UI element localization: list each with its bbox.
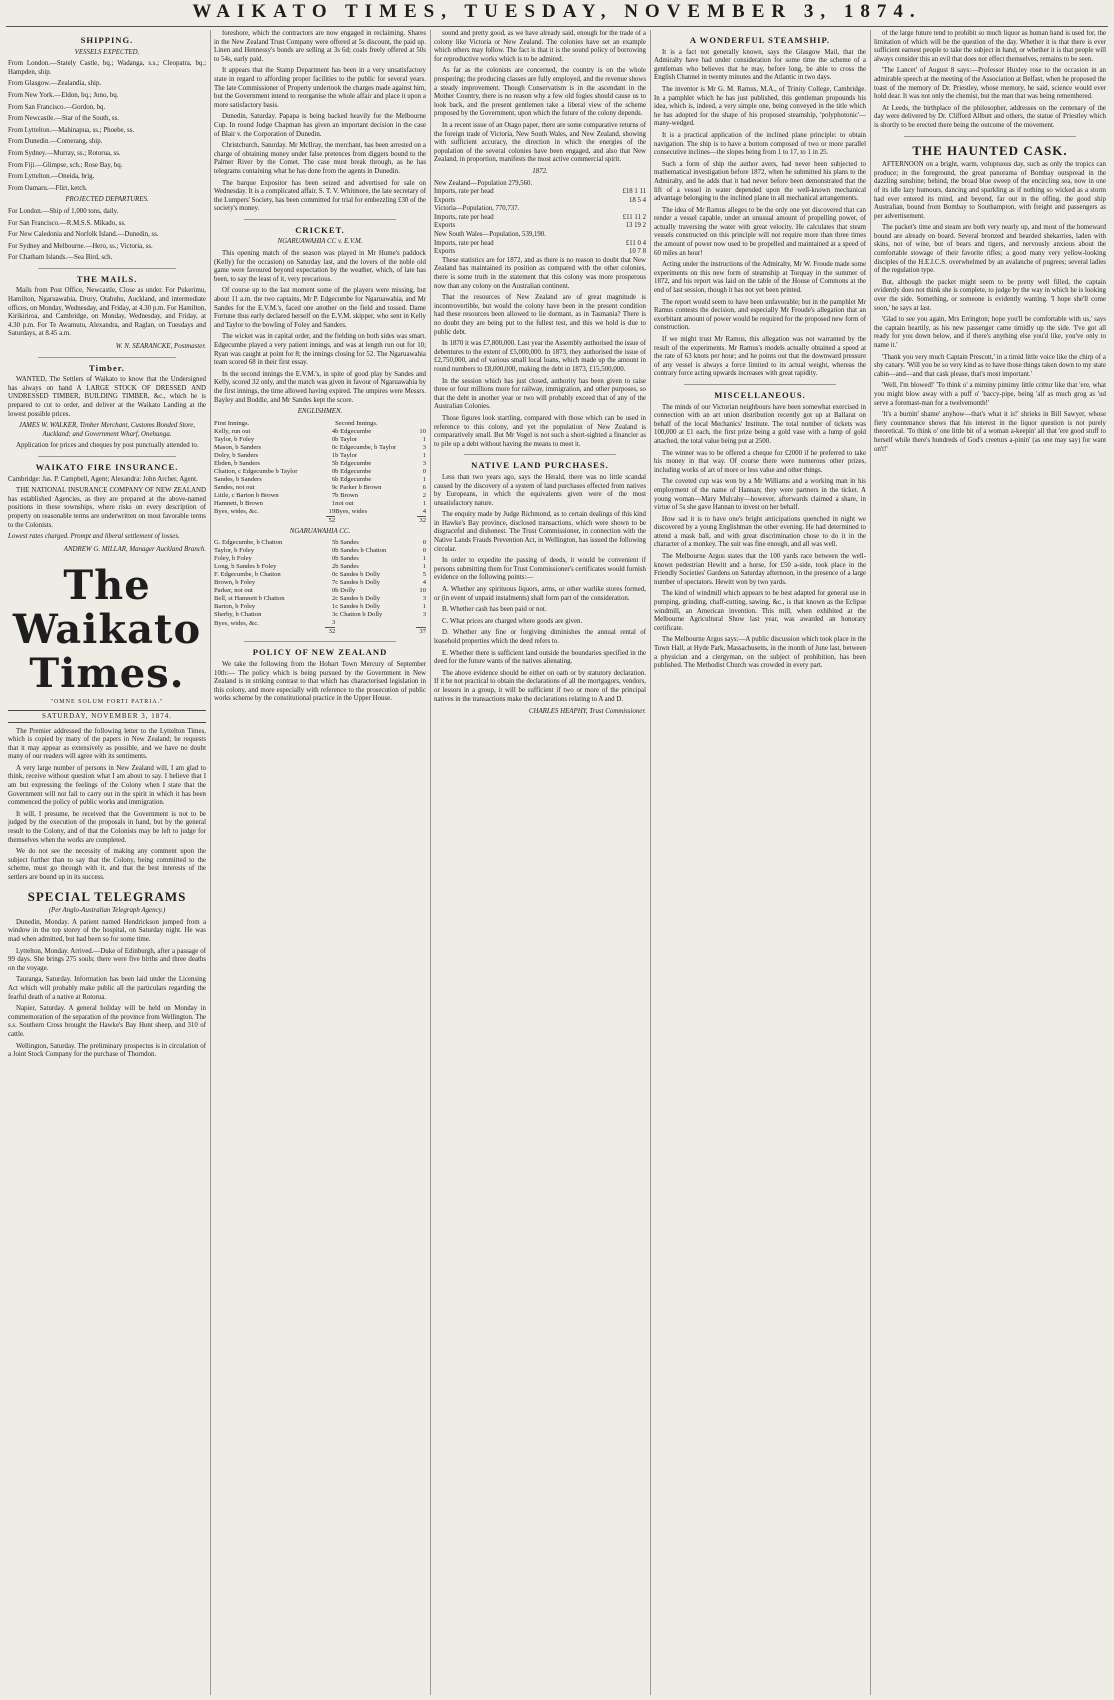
score-totals: 52 32 <box>214 516 426 525</box>
stats-row: Exports 13 19 2 <box>434 222 646 230</box>
insurance-ad: THE NATIONAL INSURANCE COMPANY OF NEW ZEALAND has established Agencies, as they are prepared at the above-named positions in these townships, where risks on every description of property on reasonable terms are underwritten on most favorable terms to the Colonists. <box>8 487 206 529</box>
steamship-heading: A WONDERFUL STEAMSHIP. <box>689 35 831 45</box>
news-paragraph: foreshore, which the contractors are now engaged in reclaiming. Shares in the New Zealand Trust Company were offered at 5s discount, the paid up. Linen and Hennessy's bonds are selling at 3s 6d; coals freely offered at 50s to 54s, early paid. <box>214 30 426 63</box>
vessel-entry: From London.—Stately Castle, bq.; Wadanga, s.s.; Cleopatra, bq.; Hampden, ship. <box>8 60 206 76</box>
stats-row: Victoria—Population, 770,737. <box>434 205 520 213</box>
mails-signature: W. N. SEARANCKE, Postmaster. <box>115 343 206 351</box>
native-land-heading: NATIVE LAND PURCHASES. <box>471 460 609 471</box>
vessels-list <box>8 60 206 193</box>
vessel-entry: From Sydney.—Murray, ss.; Rotorua, ss. <box>8 149 121 157</box>
story-paragraph: 'Thank you very much Captain Prescott,' in a timid little voice like the chirp of a shy canary. 'Will you be so very kind as to have those things taken down to my state cabin—and—and that cask please, that's most important.' <box>874 353 1106 378</box>
column-4 <box>654 30 866 1695</box>
table-row: Sandes, not out 9 c Parker b Brown 6 <box>214 483 426 491</box>
column-header: Second Innings. <box>335 419 378 427</box>
table-row: Long, b Sandes b Foley 2 b Sandes 1 <box>214 563 426 571</box>
misc-paragraph: The kind of windmill which appears to be best adapted for general use in pumping, grinding, chaff-cutting, sawing, &c., is that known as the Eclipse windmill, an American invention. This mill, when exhibited at the Melbourne Agricultural Show last year, was awarded an honorary certificate. <box>654 590 866 632</box>
divider <box>464 454 616 455</box>
steamship-paragraph: Acting under the instructions of the Admiralty, Mr W. Froude made some experiments on this new form of steamship at Torquay in the summer of 1872, and his report was laid on the table of the House of Commons at the end of last session, though it has not yet been printed. <box>654 261 866 295</box>
masthead-rule <box>6 26 1108 27</box>
table-row: Dolry, b Sanders 1 b Taylor 1 <box>214 451 426 459</box>
vessel-entry: From New York.—Eldon, bq.; Juno, bq. <box>8 91 119 99</box>
table-row: Ebden, b Sanders 5 b Edgecumbe 3 <box>214 459 426 467</box>
table-row: G. Edgecumbe, b Chatton 5 b Sandes 0 <box>214 539 426 547</box>
misc-paragraph: The Melbourne Argus states that the 100 yards race between the well-known pedestrian Hewitt and a horse, for £50 a-side, took place in the Friendly Societies' Gardens on Saturday afternoon, in the presence of a large number of spectators. Hewitt won by two yards. <box>654 553 866 586</box>
divider <box>904 136 1076 137</box>
table-row: Parker, not out 0 b Dolly 10 <box>214 587 426 595</box>
column-5 <box>874 30 1106 1695</box>
column-header: First Innings. <box>214 419 250 427</box>
news-paragraph: Dunedin, Saturday. Papapa is being backed heavily for the Melbourne Cup. In round Judge Chapman has given an important decision in the case of Blair v. the Corporation of Dunedin. <box>214 113 426 138</box>
telegram-item: Lyttelton, Monday. Arrived.—Duke of Edinburgh, after a passage of 99 days. She brings 275 souls; there were five births and three deaths on the voyage. <box>8 947 206 972</box>
policy-paragraph: That the resources of New Zealand are of great magnitude is incontrovertible, but would the colony have been in the present condition had these resources been allowed to lie dormant, as in Tasmania? There is no doubt they are being put to the fullest test, and this we hold is due to public debt. <box>434 294 646 336</box>
vessel-entry: From Lyttelton.—Mahinapua, ss.; Phoebe, ss. <box>8 126 135 134</box>
departure-entry: For London.—Ship of 1,000 tons, daily. <box>8 207 119 215</box>
miscellaneous-heading: MISCELLANEOUS. <box>714 389 806 400</box>
native-land-paragraph: A. Whether any spirituous liquors, arms, or other warlike stores formed, or (in event of unpaid instalments) shall form part of the consideration. <box>434 586 646 602</box>
table-row: Byes, wides, &c. 19 Byes, wides 4 <box>214 507 426 515</box>
story-paragraph: The packet's time and steam are both very nearly up, and most of the homeward bound are already on board. Several bronzed and bearded shekarries, laden with skins, not of wine, but of bears and tigers, and nervously anxious about the comfortable stowage of their favorite rifles; a good many very yellow-looking disciples of the H.E.I.C.S. overwhelmed by an avalanche of pugrees; several ladies of the regulation type. <box>874 224 1106 275</box>
departure-entry: For Chatham Islands.—Sea Bird, sch. <box>8 254 113 262</box>
column-rule <box>870 30 871 1695</box>
departure-entry: For New Caledonia and Norfolk Island.—Dunedin, ss. <box>8 231 159 239</box>
telegrams-subheading: (Per Anglo-Australian Telegraph Agency.) <box>48 907 166 915</box>
misc-paragraph: The coveted cup was won by a Mr Williams and a working man in his employment of the name of Hannan; they were partners in the ticket. A young woman—Mary Mulcahy—however, afterwards claimed a share, in virtue of 5s she gave Hannan to invest on her behalf. <box>654 478 866 512</box>
telegram-item: Wellington, Saturday. The preliminary prospectus is in circulation of a Joint Stock Company for the purchase of Thorndon. <box>8 1042 206 1059</box>
column-3 <box>434 30 646 1695</box>
timber-heading: Timber. <box>89 362 125 373</box>
paper-title: The Waikato Times. <box>12 562 202 698</box>
insurance-signature: ANDREW G. MILLAR, Manager Auckland Branch. <box>63 545 206 553</box>
news-paragraph: It appears that the Stamp Department has been in a very unsatisfactory state in regard to affording proper facilities to the public for several years. The late Commissioner of Property undertook the charges made against him, but the Government intend to reorganise the whole affair and place it upon a more satisfactory basis. <box>214 67 426 109</box>
native-land-paragraph: D. Whether any fine or forgiving diminishes the annual rental of leasehold properties which the deed refers to. <box>434 629 646 645</box>
editorial-paragraph: It will, I presume, be received that the Government is not to be judged by the execution of the proposals in hand, but by the general result to the Colony, and of that the Colonists may be left to judge for themselves when the works are completed. <box>8 810 206 844</box>
insurance-agents: Cambridge: Jas. P. Campbell, Agent; Alexandra: John Archer, Agent. <box>8 475 198 483</box>
table-row: Sandes, b Sanders 6 b Edgecumbe 1 <box>214 475 426 483</box>
shipping-heading: SHIPPING. <box>80 35 134 45</box>
policy-paragraph: In 1870 it was £7,800,000. Last year the Assembly authorised the issue of debentures to the extent of £5,000,000. In 1873, they authorised the issue of £2,750,000, and of various small local loans, which made up the amount in round numbers to £8,000,000, making the debt in 1873, £15,500,000. <box>434 340 646 373</box>
native-land-paragraph: C. What prices are charged where goods are given. <box>442 617 583 625</box>
stats-row: Imports, rate per head £11 0 4 <box>434 239 646 247</box>
mails-heading: THE MAILS. <box>76 273 138 284</box>
native-land-paragraph: E. Whether there is sufficient land outside the boundaries specified in the deed for the future wants of the natives alienating. <box>434 649 646 666</box>
news-paragraph: 'The Lancet' of August 8 says:—Professor Huxley rose to the occasion in an admirable speech at the meeting of the Association at Belfast, when he proposed the toast of the memory of Dr. Priestley, whose memory, he said, science would ever hold dear. It was not only the chemist, but the man that was being remembered. <box>874 67 1106 101</box>
divider <box>38 268 176 269</box>
steamship-paragraph: The inventor is Mr G. M. Ramus, M.A., of Trinity College, Cambridge. In a pamphlet which he has just published, this gentleman propounds his idea, which is, indeed, a very simple one, being conveyed in the title which he has adopted for the shape of his proposed steamship, 'polyphotonic'—many-wedged. <box>654 85 866 128</box>
table-row: Taylor, b Foley 0 b Sandes b Chatton 0 <box>214 547 426 555</box>
cricket-paragraph: Of course up to the last moment some of the players were missing, but about 11 a.m. the two captains, Mr P. Edgecumbe for Ngaruawahia, and Mr Sandes for the E.V.M.'s, faced one another on the field and tossed. Dame Fortune thus early declared herself on the E.V.M. skipper, who sent in Kelly and Taylor to the bowling of Foley and Sanders. <box>214 287 426 329</box>
departures-heading: PROJECTED DEPARTURES. <box>65 196 149 204</box>
departure-entry: For Sydney and Melbourne.—Hero, ss.; Victoria, ss. <box>8 242 153 250</box>
steamship-paragraph: It is a practical application of the inclined plane principle: to obtain navigation. The ship is to have a bottom composed of two or more parallel consecutive inclines—the slopes being from 1 to 17, to 1 in 25. <box>654 131 866 157</box>
steamship-paragraph: It is a fact not generally known, says the Glasgow Mail, that the Admiralty have had under consideration for some time the scheme of a gentleman who believes that he may, before long, be able to cross the English Channel in twenty minutes and the Atlantic in two days. <box>654 48 866 82</box>
insurance-rates: Lowest rates charged. Prompt and liberal settlement of losses. <box>8 533 180 541</box>
native-land-paragraph: The enquiry made by Judge Richmond, as to certain dealings of this kind in Hawke's Bay province, disclosed transactions, which were shown to be disgraceful and dishonest. The Trust Commissioner, in connection with the Native Lands Frauds Prevention Act, in Wellington, has issued the following circular. <box>434 511 646 553</box>
divider <box>244 219 396 220</box>
steamship-paragraph: Such a form of ship the author avers, had never been subjected to mathematical investigation before 1872, when he submitted his plans to the Admiralty, and he adds that it had never before been demonstrated that the lift of a vessel in water depended upon the well-known mechanical advantage belonging to the inclined plane in all mechanical arrangements. <box>654 160 866 203</box>
vessel-entry: From Lyttelton.—Oneida, brig. <box>8 173 95 181</box>
steamship-paragraph: If we might trust Mr Ramus, this allegation was not warranted by the result of the experiments. Mr Ramus's models actually obtained a speed at the rate of 63 knots per hour; and he points out that the downward pressure of any vessel is always a force limited to its actual weight, whereas the contrary force acting upwards increases with great rapidity. <box>654 336 866 378</box>
divider <box>38 456 176 457</box>
native-land-paragraph: The above evidence should be either on oath or by statutory declaration. If it be not practical to obtain the declarations of all the mortgagors, vendors, or lessors in a group, it will be sufficient if two or more of the principal natives in the transactions make the declarations relating to A and D. <box>434 669 646 703</box>
score-totals: 32 37 <box>214 628 426 637</box>
misc-paragraph: How sad it is to have one's bright anticipations quenched in night we discovered by a young Englishman the other evening. He had determined to attend a mask ball, and with great discrimination chose to do it in the character of a monkey. The suit was fine enough, and all was well. <box>654 515 866 549</box>
table-row: Sherby, b Chatton 3 c Chatton b Dolly 3 <box>214 611 426 619</box>
native-land-signature: CHARLES HEAPHY, Trust Commissioner. <box>528 708 646 716</box>
news-paragraph: At Leeds, the birthplace of the philosopher, addresses on the centenary of the day were delivered by Dr. Clifford Allbutt and others, the statue of Priestley which is shortly to be erected there being the outcome of the movement. <box>874 104 1106 129</box>
table-row: Barton, b Foley 1 c Sandes b Dolly 1 <box>214 603 426 611</box>
timber-signature: JAMES W. WALKER, Timber Merchant, Customs Bonded Store, Auckland; and Government Wharf, Onehunga. <box>18 422 196 438</box>
table-row: Mason, b Sanders 0 c Edgecumbe, b Taylor 3 <box>214 443 426 451</box>
steamship-paragraph: The idea of Mr Ramus alleges to be the only one yet discovered that can render a vessel capable, under an unusual amount of propelling power, of actually traversing the water with great velocity. He calculates that steam vessels constructed on this principle will not require more than three times the amount of power now used to be propelled and maintained at a speed of 60 miles an hour! <box>654 206 866 257</box>
news-paragraph: of the large future tend to prohibit so much liquor as human hand is used for, the limitation of which will be the question of the day. Whether it is that there is ever sufficient earnest people to take the subject in hand, or whether it is that people will always consider this an evil that does not effect themselves, remains to be seen. <box>874 30 1106 63</box>
cricket-paragraph: The wicket was in capital order, and the fielding on both sides was smart. Edgecumbe played a very patient innings, and was at length run out for 10; Ryan was caught at point for 8; the innings closing for 52. The Ngaruawahia team scored 68 in their first essay. <box>214 333 426 367</box>
telegram-item: Napier, Saturday. A general holiday will be held on Monday in commemoration of the separation of the province from Wellington. The s.s. Southern Cross brought the Hawke's Bay Hunt sheep, and 310 of cattle. <box>8 1005 206 1038</box>
stats-row: Imports, rate per head £11 11 2 <box>434 213 646 221</box>
paper-motto: "OMNE SOLUM FORTI PATRIA." <box>50 699 164 706</box>
table-row: Brown, b Foley 7 c Sandes b Dolly 4 <box>214 579 426 587</box>
table-row: Hamnett, b Brown 1 not out 1 <box>214 499 426 507</box>
table-row: Foley, b Foley 0 b Sandes 1 <box>214 555 426 563</box>
story-paragraph: 'Glad to see you again, Mrs Errington; hope you'll be comfortable with us,' says the captain heartily, as his new passenger came timidly up the side. 'I've got all ready for you down below, and if there's anything else you'd like, you've only to name it.' <box>874 316 1106 349</box>
stats-row: Exports 10 7 8 <box>434 248 646 256</box>
vessel-entry: From Oamaru.—Flirt, ketch. <box>8 184 88 192</box>
steamship-paragraph: The report would seem to have been unfavorable; but in the pamphlet Mr Ramus contests the decision, and especially Mr Froude's allegation that an exorbitant amount of power would be required for the proposed new form of construction. <box>654 298 866 332</box>
policy-paragraph: Those figures look startling, compared with those which can be used in reference to this colony, and yet the population of New Zealand is comparatively small. But Mr Vogel is not such a short-sighted a financier as to pile up a debt without having the means to meet it. <box>434 414 646 448</box>
timber-ad: WANTED, The Settlers of Waikato to know that the Undersigned has always on hand A LARGE STOCK OF DRESSED AND UNDRESSED TIMBER, BUILDING TIMBER, &c., which he is prepared to cut to order, and deliver at the Waikato Landing at the lowest possible prices. <box>8 376 206 418</box>
misc-paragraph: The winner was to be offered a cheque for £2000 if he preferred to take his money in that way. Of course there were numerous other prizes, including works of art of more or less value and other things. <box>654 449 866 474</box>
vessel-entry: From Glasgow.—Zealandia, ship. <box>8 80 102 88</box>
policy-paragraph: As far as the colonists are concerned, the country is on the whole prospering; the producing classes are fully employed, and the revenue shows a steady improvement. Though Conservatism is in the ascendant in the Mother Country, there is no reason why a few old fogies should cause us to look back, and the present gentlemen take a liberal view of the scheme proposed by the Government, upon which the future of the colony depends. <box>434 67 646 118</box>
timber-note: Application for prices and cheques by post punctually attended to. <box>16 442 199 450</box>
table-row: Chatton, c Edgecumbe b Taylor 0 b Edgecumbe 0 <box>214 467 426 475</box>
story-paragraph: But, although the packet might seem to be pretty well filled, the captain evidently does not think she is complete, to judge by the way in which he is looking over the side. Something, or someone is evidently wanting. 'I hope she'll come soon,' he says at last. <box>874 278 1106 312</box>
mails-text: Mails from Post Office, Newcastle, Close as under. For Pukerimu, Hamilton, Ngaruawahia, Drury, Otahuhu, Auckland, and intermediate offices, on Monday, Wednesday, and Friday, at 4.30 p.m. For Hamilton, Kirikiriroa, and Cambridge, on Monday, Wednesday, and Friday, at 4.30 p.m. For Te Awamutu, Alexandra, and Raglan, on Tuesdays and Saturdays, at 8.45 a.m. <box>8 287 206 338</box>
misc-paragraph: The Melbourne Argus says:—A public discussion which took place in the Town Hall, at Hyde Park, Massachusetts, in the month of June last, between a physician and a clergyman, on the subject of prohibition, has been published. The Methodist Church was crowded in every part. <box>654 636 866 670</box>
telegram-item: Dunedin, Monday. A patient named Hendrickson jumped from a window in the top storey of the hospital, on Saturday night. He was mad when admitted, but had been so for some time. <box>8 918 206 943</box>
policy-paragraph: In a recent issue of an Otago paper, there are some comparative returns of the foreign trade of Victoria, New South Wales, and New Zealand, showing with sufficient accuracy, the direction in which the energies of the population of the several colonies have been engaged, and also that New Zealand, in proportion, manifests the most active commercial spirit. <box>434 121 646 164</box>
table-row: Taylor, b Foley 0 b Taylor 1 <box>214 435 426 443</box>
column-1 <box>8 30 206 1695</box>
native-land-paragraph: B. Whether cash has been paid or not. <box>442 606 547 614</box>
issue-date: SATURDAY, NOVEMBER 3, 1874. <box>8 710 206 723</box>
cricket-paragraph: This opening match of the season was played in Mr Hume's paddock (Kelly) for the occasion) on Saturday last, and the lovers of the noble old game were favoured beyond expectation by the weather, which, of late has been, to say the least of it, very precarious. <box>214 250 426 283</box>
news-paragraph: Christchurch, Saturday. Mr McIlray, the merchant, has been arrested on a charge of obtaining money under false pretences from diggers bound to the Palmer River by the Comet. The case must break through, as he has telegrams containing what he has done from the agents in Dunedin. <box>214 142 426 175</box>
story-paragraph: 'It's a burnin' shame' anyhow—that's what it is!' shrieks in Bill Sawyer, whose fiery countenance shows that his interest in the liquor question is not purely theoretical. 'To think o' one little bit of a woman a-keepin' all that 'ere good stuff to herself while there's hundreds of God's creeturs a-pinin' (as one may say) for want on't!' <box>874 411 1106 453</box>
policy-paragraph: In the session which has just closed, authority has been given to raise three or four millions more for railway, immigration, and other purposes, so that the debt in another year or two will probably exceed that of any of the Australian Colonies. <box>434 377 646 411</box>
column-rule <box>210 30 211 1695</box>
trade-statistics <box>434 180 646 257</box>
story-paragraph: AFTERNOON on a bright, warm, voluptuous day, such as only the tropics can produce; in the foreground, the great panorama of Bombay outspread in the dazzling sunshine; behind, the broad blue sweep of the encircling sea, now in one of its idle lazy humours, dancing and sparkling as if nothing so wicked as a storm had ever entered its mind, and beyond, far out in the offing, the good ship Australian, bound from Bombay to Southampton, with freight and passengers as per advertisement. <box>874 161 1106 220</box>
vessel-entry: From Dunedin.—Comerang, ship. <box>8 138 103 146</box>
stats-row: Exports 18 5 4 <box>434 196 646 204</box>
table-row: Bell, st Hamnett b Chatton 2 c Sandes b Dolly 3 <box>214 595 426 603</box>
policy-heading: POLICY OF NEW ZEALAND <box>252 647 388 658</box>
vessels-heading: VESSELS EXPECTED. <box>74 48 140 56</box>
divider <box>244 641 396 642</box>
editorial-paragraph: A very large number of persons in New Zealand will, I am glad to think, receive without question what I am about to say. I believe that I am but expressing the feelings of the Colony when I state that the Government will not fail to carry out in the spirit in which it has been commenced the policy of public works and immigration. <box>8 764 206 807</box>
stats-year: 1872. <box>532 167 548 175</box>
misc-paragraph: The minds of our Victorian neighbours have been somewhat exercised in connection with an art union distribution recently got up at Ballarat on behalf of the local Mechanics' Institute. The total number of tickets was 100,000 at £1 each, the first prize being a gold vase with a lump of gold attached, the total value being put at 2500. <box>654 403 866 445</box>
haunted-cask-heading: THE HAUNTED CASK. <box>912 142 1068 158</box>
running-head: WAIKATO TIMES, TUESDAY, NOVEMBER 3, 1874. <box>192 1 922 22</box>
scorecard-heading: ENGLISHMEN. <box>297 408 343 416</box>
scorecard-ngaruawahia <box>214 539 426 636</box>
table-row: Little, c Barton b Brown 7 b Brown 2 <box>214 491 426 499</box>
cricket-subheading: NGARUAWAHIA CC v. E.V.M. <box>277 238 363 246</box>
vessel-entry: From Fiji.—Glimpse, sch.; Rose Bay, bq. <box>8 161 123 169</box>
divider <box>684 384 836 385</box>
policy-paragraph: These statistics are for 1872, and as there is no reason to doubt that New Zealand has maintained its position as compared with the other colonies, there is some truth in the statement that this colony was more prosperous now than any colony on the Australian continent. <box>434 256 646 290</box>
vessel-entry: From Newcastle.—Star of the South, ss. <box>8 115 120 123</box>
native-land-paragraph: In order to expedite the passing of deeds, it would be convenient if persons submitting them for Trust Commissioner's certificates would furnish evidence on the following points:— <box>434 557 646 582</box>
news-paragraph: The barque Expositor has been seized and advertised for sale on Wednesday. It is a complicated affair. S. T. V. Whitmore, the late secretary of the Lumpers' Society, has been committed for trial for embezzling £30 of the society's money. <box>214 179 426 213</box>
story-paragraph: 'Well, I'm blowed!' 'To think o' a miminy pimimy little crittur like that 'ere, what you might blow away with a puff o' 'baccy-pipe, being 'alf as much grog as 'ud serve a foremast-man for a twelvemonth!' <box>874 382 1106 407</box>
departure-entry: For San Francisco.—R.M.S.S. Mikado, ss. <box>8 219 126 227</box>
scorecard-heading: NGARUAWAHIA CC. <box>289 527 351 535</box>
stats-row: Imports, rate per head £18 1 11 <box>434 188 646 196</box>
column-2 <box>214 30 426 1695</box>
cricket-heading: CRICKET. <box>295 224 345 235</box>
native-land-paragraph: Less than two years ago, says the Herald, there was no little scandal caused by the discovery of a system of land purchases effected from natives by Europeans, in which the equivalents given were of the most unsatisfactory nature. <box>434 473 646 507</box>
table-row: Byes, wides, &c. 3 <box>214 619 336 627</box>
stats-row: New Zealand—Population 279,560. <box>434 179 533 187</box>
telegrams-heading: SPECIAL TELEGRAMS <box>27 888 187 904</box>
policy-paragraph: sound and pretty good, as we have already said, enough for the trade of a colony like Victoria or New Zealand. The colonies have set an example which others may follow. The fact is that it is the sound policy of borrowing for reproductive works which is to be admired. <box>434 30 646 63</box>
column-rule <box>650 30 651 1695</box>
table-row: Kelly, run out 4 b Edgecumbe 10 <box>214 427 426 435</box>
insurance-heading: WAIKATO FIRE INSURANCE. <box>35 461 179 472</box>
editorial-paragraph: We do not see the necessity of making any comment upon the subject further than to say that the Colony, being committed to the scheme, must go through with it, and that the best interests of the settlers are bound up in its success. <box>8 848 206 881</box>
telegram-item: Tauranga, Saturday. Information has been laid under the Licensing Act which will probably make public all the particulars regarding the fearful death of a native at Rotorua. <box>8 976 206 1001</box>
table-row: F. Edgecumbe, b Chatton 0 c Sandes b Dolly 5 <box>214 571 426 579</box>
divider <box>38 357 176 358</box>
stats-row: New South Wales—Population, 539,190. <box>434 231 546 239</box>
policy-paragraph: We take the following from the Hobart Town Mercury of September 10th:— The policy which is being pursued by the Government in New Zealand is in striking contrast to that which has characterised legislation in this colony, and more especially with reference to the prosecution of public works scheme by the constitutional practice in the Upper House. <box>214 660 426 703</box>
scorecard-header <box>214 420 426 428</box>
column-rule <box>430 30 431 1695</box>
scorecard-englishmen <box>214 420 426 525</box>
editorial-paragraph: The Premier addressed the following letter to the Lyttelton Times, which is copied by many of the papers in New Zealand; he requests that it may appear as extensively as possible, and we have no doubt many of our readers will agree with its sentiments. <box>8 727 206 761</box>
cricket-paragraph: In the second innings the E.V.M.'s, in spite of good play by Sandes and Kelly, scored 32 only, and the match was given in favour of Ngaruawahia by the first innings, the time allowed having expired. The umpires were Messrs. Bayley and Boddie, and Mr Sandes kept the score. <box>214 370 426 404</box>
vessel-entry: From San Francisco.—Gordon, bq. <box>8 103 106 111</box>
